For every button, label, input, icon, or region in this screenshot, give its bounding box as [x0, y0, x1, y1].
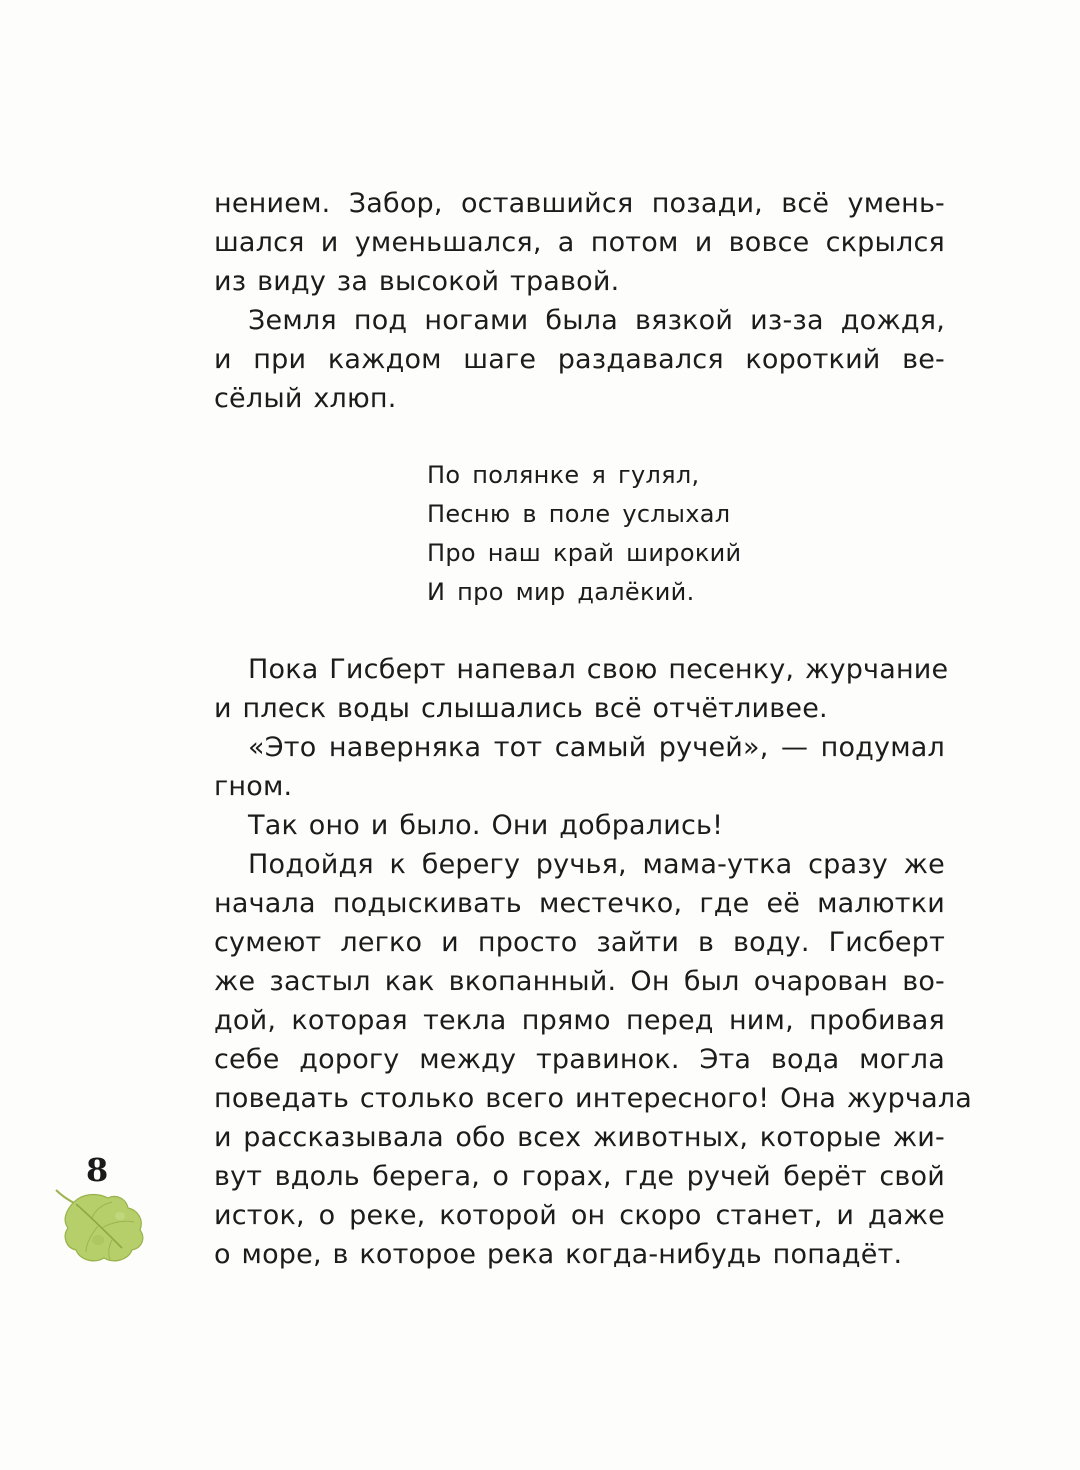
- text-line: себе дорогу между травинок. Эта вода могла: [214, 1044, 945, 1075]
- text-line: исток, о реке, которой он скоро станет, и даже: [214, 1200, 945, 1231]
- text-line: из виду за высокой травой.: [214, 266, 620, 297]
- text-line: Пока Гисберт напевал свою песенку, журчание: [248, 654, 949, 685]
- text-line: сёлый хлюп.: [214, 383, 397, 414]
- verse-line: Песню в поле услыхал: [427, 500, 731, 528]
- text-line: же застыл как вкопанный. Он был очарован во-: [214, 966, 945, 997]
- text-line: Подойдя к берегу ручья, мама-утка сразу же: [248, 849, 945, 880]
- text-line: и рассказывала обо всех животных, которые жи-: [214, 1122, 945, 1153]
- text-line: Так оно и было. Они добрались!: [248, 810, 724, 841]
- text-line: вут вдоль берега, о горах, где ручей берёт свой: [214, 1161, 945, 1192]
- text-line: и плеск воды слышались всё отчётливее.: [214, 693, 828, 724]
- text-line: начала подыскивать местечко, где её малютки: [214, 888, 945, 919]
- leaf-icon: [52, 1186, 148, 1266]
- verse-line: По полянке я гулял,: [427, 461, 700, 489]
- text-line: шался и уменьшался, а потом и вовсе скрылся: [214, 227, 945, 258]
- text-line: сумеют легко и просто зайти в воду. Гисберт: [214, 927, 945, 958]
- text-line: гном.: [214, 771, 293, 802]
- verse-line: И про мир далёкий.: [427, 578, 695, 606]
- text-line: и при каждом шаге раздавался короткий ве-: [214, 344, 945, 375]
- text-line: поведать столько всего интересного! Она журчала: [214, 1083, 973, 1114]
- text-line: нением. Забор, оставшийся позади, всё умень-: [214, 188, 945, 219]
- verse-line: Про наш край широкий: [427, 539, 742, 567]
- page-number: 8: [86, 1151, 109, 1189]
- text-line: Земля под ногами была вязкой из-за дождя,: [248, 305, 945, 336]
- text-line: дой, которая текла прямо перед ним, пробивая: [214, 1005, 945, 1036]
- text-line: о море, в которое река когда-нибудь попадёт.: [214, 1239, 903, 1270]
- text-line: «Это наверняка тот самый ручей», — подумал: [248, 732, 945, 763]
